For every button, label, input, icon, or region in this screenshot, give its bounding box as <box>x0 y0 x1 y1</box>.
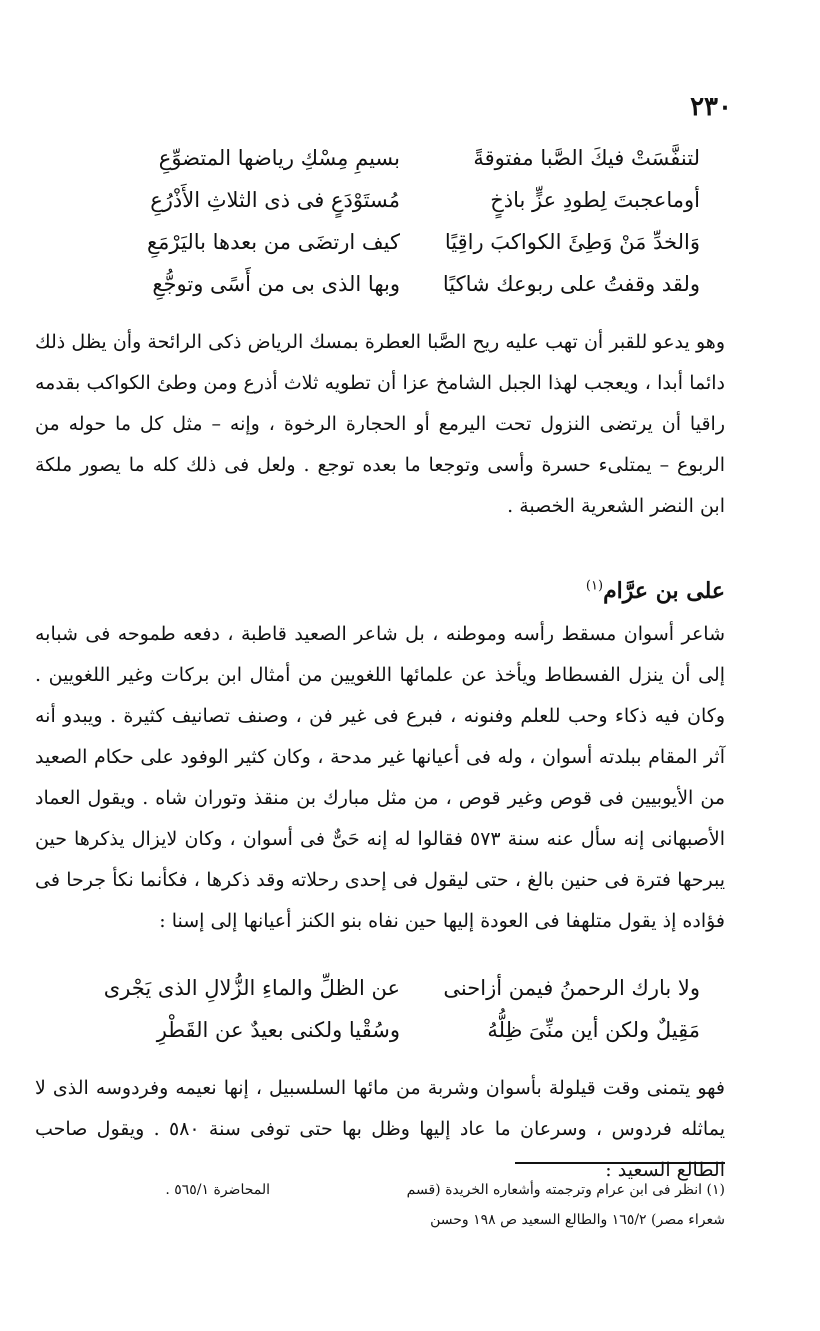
paragraph-biography: شاعر أسوان مسقط رأسه وموطنه ، بل شاعر الصعيد قاطبة ، دفعه طموحه فى شبابه إلى أن ينزل الفسطاط ويأخذ عن علمائها اللغويين من أمثال ابن بركات وغير اللغويين . وكان فيه ذكاء وحب للعلم وفنونه ، فبرع فى غير فن ، وصنف تصانيف كثيرة . ويبدو أنه آثر المقام ببلدته أسوان ، وله فى أعيانها غير مدحة ، وكان كثير الوفود على حكام الصعيد من الأيوبيين فى قوص وغير قوص ، من مثل مبارك بن منقذ وتوران شاه . ويقول العماد الأصبهانى إنه سأل عنه سنة ٥٧٣ فقالوا له إنه حَىٌّ فى أسوان ، وكان لايزال يذكرها حين يبرحها فترة فى حنين بالغ ، حتى ليقول فى إحدى رحلاته وقد ذكرها ، فكأنما نكأ جرحا فى فؤاده إذ يقول متلهفا فى العودة إليها حين نفاه بنو الكنز أعيانها إلى إسنا : <box>35 623 725 932</box>
poem-verse <box>0 138 820 178</box>
poem-verse <box>0 264 820 304</box>
section-heading <box>586 578 725 604</box>
verse-first-hemistich: أوماعجبتَ لِطودِ عزٍّ باذخٍ <box>490 188 700 212</box>
verse-second-hemistich: كيف ارتضَى من بعدها باليَرْمَعِ <box>146 230 400 254</box>
poem-verse <box>0 180 820 220</box>
verse-second-hemistich: مُستَوْدَعٍ فى ذى الثلاثِ الأَذْرُعِ <box>150 188 400 212</box>
page-number: ٢٣٠ <box>690 92 732 122</box>
verse-first-hemistich: لتنفَّسَتْ فيكَ الصَّبا مفتوقةً <box>473 146 700 170</box>
verse-first-hemistich: ولقد وقفتُ على ربوعك شاكيًا <box>442 272 700 296</box>
footnote-text: (١) انظر فى ابن عرام وترجمته وأشعاره الخريدة (قسم <box>406 1182 725 1198</box>
poem-verse <box>0 222 820 262</box>
verse-first-hemistich: وَالخدِّ مَنْ وَطِئَ الكواكبَ راقِيًا <box>444 230 700 254</box>
verse-second-hemistich: عن الظلِّ والماءِ الزُّلالِ الذى يَجْرى <box>103 976 400 1000</box>
footnote-line: شعراء مصر) ١٦٥/٢ والطالع السعيد ص ١٩٨ وحسن <box>430 1212 725 1228</box>
poem-verse <box>0 968 820 1008</box>
paragraph-commentary: وهو يدعو للقبر أن تهب عليه ريح الصَّبا العطرة بمسك الرياض ذكى الرائحة وأن يظل ذلك دائما أبدا ، ويعجب لهذا الجبل الشامخ عزا أن تطويه ثلاث أذرع ومن وطئ الكواكب بقدمه راقيا أن يرتضى النزول تحت اليرمع أو الحجارة الرخوة ، وإنه – مثل كل ما حوله من الربوع – يمتلىء حسرة وأسى وتوجعا ما بعده توجع . ولعل فى ذلك كله ما يصور ملكة ابن النضر الشعرية الخصبة . <box>35 331 725 517</box>
verse-second-hemistich: وسُقْيا ولكنى بعيدٌ عن القَطْرِ <box>156 1018 400 1042</box>
paragraph-conclusion: فهو يتمنى وقت قيلولة بأسوان وشربة من مائها السلسبيل ، إنها نعيمه وفردوسه الذى لا يماثله فردوس ، وسرعان ما عاد إليها وظل بها حتى توفى سنة ٥٨٠ . ويقول صاحب الطالع السعيد : <box>35 1077 725 1181</box>
verse-second-hemistich: بسيمِ مِسْكِ رياضها المتضوِّعِ <box>158 146 400 170</box>
heading-title: على بن عرَّام <box>603 578 725 604</box>
footnote-line <box>35 1176 725 1204</box>
verse-second-hemistich: وبها الذى بى من أَسًى وتوجُّعِ <box>152 272 400 296</box>
verse-first-hemistich: ولا بارك الرحمنُ فيمن أزاحنى <box>443 976 700 1000</box>
footnote-divider <box>515 1162 725 1164</box>
footnote-text: المحاضرة ٥٦٥/١ . <box>165 1182 270 1198</box>
footnote-marker: (١) <box>585 578 604 594</box>
poem-verse <box>0 1010 820 1050</box>
verse-first-hemistich: مَقِيلٌ ولكن أين منِّىَ ظِلُّهُ <box>487 1018 700 1042</box>
